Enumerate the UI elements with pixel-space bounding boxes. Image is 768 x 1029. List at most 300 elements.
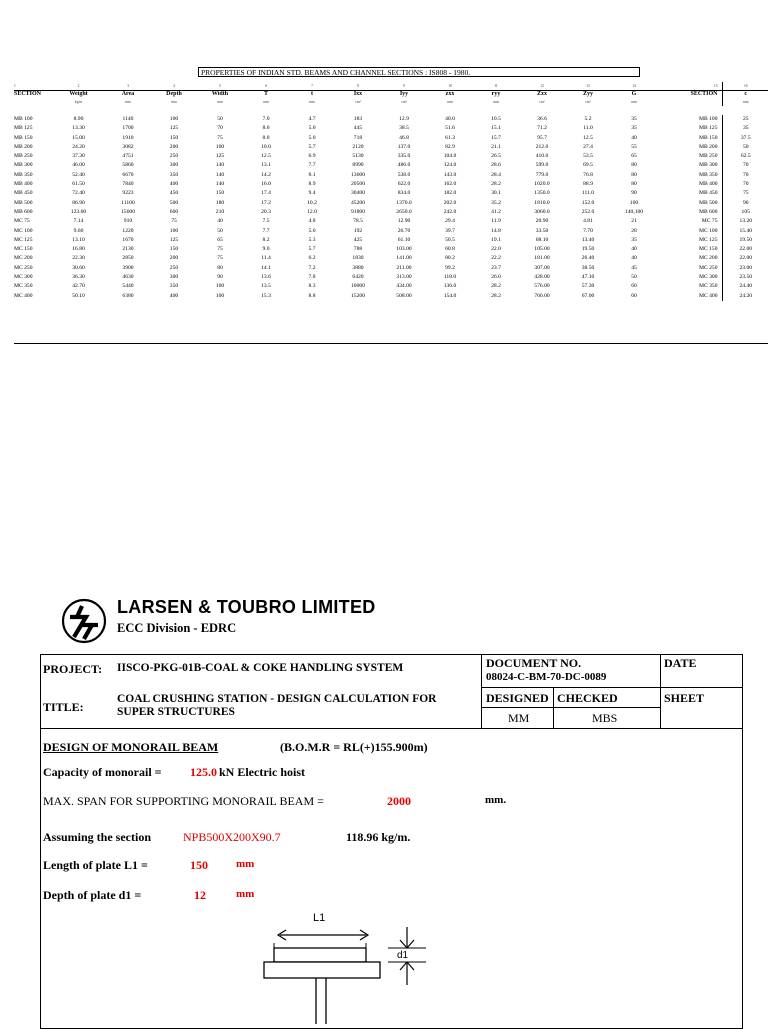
table-cell: 23.50 [722, 273, 768, 282]
table-cell: 78.5 [353, 218, 363, 225]
table-cell: 9.4 [308, 190, 316, 197]
table-cell: 23.7 [491, 264, 501, 271]
division-name: ECC Division - EDRC [117, 621, 237, 635]
table-cell: 9.0 [262, 246, 270, 253]
table-cell: 13.5 [261, 283, 271, 290]
table-cell: 16.80 [72, 246, 85, 253]
table-cell: MC 75 [14, 218, 30, 225]
table-row [14, 254, 768, 263]
section-properties-table [14, 82, 768, 301]
table-cell: 313.00 [396, 274, 412, 281]
table-cell: 779.0 [535, 171, 549, 178]
column-unit-16: mm [722, 98, 768, 106]
table-cell: 46.8 [399, 134, 409, 141]
table-cell: 1910 [122, 134, 134, 141]
column-number-2: 2 [77, 83, 80, 88]
table-cell: 143.0 [443, 171, 457, 178]
table-cell: 40 [631, 246, 637, 253]
table-cell: 7.0 [262, 116, 270, 122]
table-cell: 140,100 [624, 208, 644, 215]
table-cell: 5860 [122, 162, 134, 169]
table-row [14, 217, 768, 226]
table-cell: MB 450 [699, 190, 718, 197]
checked-value: MBS [592, 711, 618, 725]
table-cell: 834.0 [397, 190, 411, 197]
column-number-13: 13 [586, 83, 590, 88]
column-number-9: 9 [403, 83, 405, 88]
table-cell: 410.0 [535, 153, 549, 160]
table-cell: 100 [215, 143, 225, 150]
table-cell: 36.30 [72, 274, 85, 281]
column-header-6: T [263, 90, 268, 97]
table-row [14, 236, 768, 245]
table-cell: 7.70 [583, 227, 593, 234]
table-cell: 35 [722, 124, 768, 133]
table-cell: 7.14 [73, 218, 84, 225]
column-number-6: 6 [265, 83, 267, 88]
column-unit-7: mm [309, 100, 315, 104]
table-cell: MC 125 [699, 236, 718, 243]
column-number-3: 3 [127, 83, 129, 88]
column-number-5: 5 [219, 83, 221, 88]
table-cell: 105 [722, 208, 768, 217]
column-unit-8: cm⁴ [355, 100, 361, 104]
table-cell: MB 600 [14, 208, 33, 215]
table-cell: 718 [353, 134, 363, 141]
table-cell: 760.00 [534, 292, 550, 299]
table-cell: 4751 [122, 153, 134, 160]
table-cell: 576.00 [534, 283, 550, 290]
table-cell: 99.2 [445, 264, 455, 271]
table-cell: MC 350 [699, 283, 718, 290]
table-cell: 118.0 [443, 274, 457, 281]
column-header-4: Depth [166, 90, 182, 97]
table-cell: 13.10 [72, 236, 85, 243]
table-cell: 183 [353, 116, 363, 122]
table-cell: 71.2 [537, 125, 547, 132]
table-row [14, 143, 768, 152]
table-cell: 5.0 [308, 125, 316, 132]
table-cell: 75 [217, 255, 223, 262]
table-cell: 242.0 [443, 208, 457, 215]
table-cell: 123.00 [70, 208, 87, 215]
table-cell: MC 200 [14, 255, 33, 262]
table-cell: 12.5 [583, 134, 593, 141]
table-cell: 8.2 [262, 236, 270, 243]
table-cell: 100 [169, 227, 179, 234]
table-cell: MB 200 [14, 143, 33, 150]
section-label: Assuming the section [43, 830, 152, 844]
table-cell: 69.5 [583, 162, 593, 169]
table-row [14, 227, 768, 236]
section-value: NPB500X200X90.7 [183, 830, 281, 844]
table-cell: 125 [169, 236, 179, 243]
sheet-label: SHEET [664, 691, 705, 705]
table-cell: 2850 [122, 255, 134, 262]
table-cell: 38.50 [581, 264, 595, 271]
table-cell: 181.00 [534, 255, 550, 262]
table-cell: 10000 [351, 283, 365, 290]
table-cell: 212.0 [535, 143, 549, 150]
table-cell: 20500 [351, 181, 365, 188]
table-cell: 80 [631, 162, 637, 169]
table-cell: 6380 [122, 292, 134, 299]
table-cell: 14.8 [491, 227, 501, 234]
table-cell: 70 [722, 161, 768, 170]
table-cell: 46.00 [72, 162, 85, 169]
table-cell: 90 [722, 199, 768, 208]
bomr-note: (B.O.M.R = RL(+)155.900m) [280, 740, 428, 754]
table-cell: 88.9 [583, 181, 593, 188]
table-cell: 2130 [122, 246, 134, 253]
table-cell: 80 [631, 171, 637, 178]
table-row [14, 189, 768, 198]
table-cell: 910 [123, 218, 133, 225]
table-cell: 90 [631, 190, 637, 197]
table-cell: 67.00 [581, 292, 595, 299]
table-cell: MB 350 [14, 171, 33, 178]
table-cell: 11.9 [491, 218, 501, 225]
table-cell: 26.5 [491, 153, 501, 160]
table-cell: MC 250 [699, 264, 718, 271]
table-cell: 75 [217, 134, 223, 141]
table-cell: 80 [631, 181, 637, 188]
table-cell: 14.2 [261, 171, 271, 178]
table-cell: 91800 [351, 208, 365, 215]
table-cell: 35 [631, 125, 637, 132]
table-cell: 28.6 [491, 162, 501, 169]
table-cell: 13600 [351, 171, 365, 178]
table-cell: 24.20 [722, 292, 768, 301]
table-cell: MC 400 [14, 292, 33, 299]
column-unit-14: mm [631, 100, 637, 104]
table-cell: 11.4 [261, 255, 271, 262]
table-cell: 15.00 [72, 134, 85, 141]
column-number-1: 1 [14, 83, 16, 88]
table-cell: 75 [722, 189, 768, 198]
table-row [14, 273, 768, 282]
table-cell: 428.00 [534, 274, 550, 281]
table-cell: MC 350 [14, 283, 33, 290]
table-cell: 125 [169, 125, 179, 132]
plate-depth-unit: mm [236, 888, 255, 900]
column-unit-1 [14, 98, 52, 106]
column-header-12: Zxx [536, 90, 547, 97]
table-row [14, 180, 768, 189]
table-cell: MC 100 [699, 227, 718, 234]
table-cell: 100 [169, 116, 179, 122]
table-cell: 13.40 [581, 236, 595, 243]
table-cell: 10.0 [261, 143, 271, 150]
table-body [14, 115, 768, 301]
table-cell: 35 [631, 236, 637, 243]
table-row [14, 199, 768, 208]
table-cell: 7.7 [308, 162, 316, 169]
table-row [14, 161, 768, 170]
span-value: 2000 [387, 794, 411, 808]
table-cell: 12.90 [397, 218, 411, 225]
table-cell: MB 300 [699, 162, 718, 169]
column-unit-3: mm [125, 100, 131, 104]
table-cell: 20.3 [261, 208, 271, 215]
table-cell: 61.10 [397, 236, 411, 243]
table-cell: MB 450 [14, 190, 33, 197]
table-cell: 15.3 [261, 292, 271, 299]
table-cell: 1140 [122, 116, 134, 122]
table-cell: 445 [353, 125, 363, 132]
table-cell: 1700 [122, 125, 134, 132]
table-cell: 192 [353, 227, 363, 234]
column-header-7: t [311, 90, 313, 97]
table-cell: 140 [215, 181, 225, 188]
table-cell: 3880 [352, 264, 364, 271]
table-cell: 599.0 [535, 162, 549, 169]
column-header-10: zxx [445, 90, 455, 97]
table-cell: 7.5 [262, 218, 270, 225]
table-cell: 50 [217, 227, 223, 234]
table-cell: 72.40 [72, 190, 85, 197]
column-unit-2: kg/m [74, 100, 83, 104]
table-cell: 486.0 [397, 162, 411, 169]
table-cell: 37.30 [72, 153, 85, 160]
column-unit-6: mm [263, 100, 269, 104]
column-number-4: 4 [173, 83, 175, 88]
table-cell: 150 [169, 246, 179, 253]
table-cell: 4630 [122, 274, 134, 281]
table-bottom-rule [14, 343, 768, 344]
capacity-unit: kN Electric hoist [219, 765, 305, 779]
table-cell: 7.8 [308, 274, 316, 281]
table-cell: 500 [169, 199, 179, 206]
table-cell: 40 [631, 134, 637, 141]
capacity-value: 125.0 [190, 765, 217, 779]
table-cell: 28.4 [491, 171, 501, 178]
table-cell: 52.40 [72, 171, 85, 178]
table-cell: 180 [215, 199, 225, 206]
table-cell: 51.6 [445, 125, 455, 132]
table-cell: 5.2 [584, 116, 592, 122]
table-cell: MC 125 [14, 236, 33, 243]
table-cell: 182.0 [443, 190, 457, 197]
column-header-15: SECTION [690, 90, 718, 97]
checked-label: CHECKED [557, 691, 618, 705]
table-cell: 90 [217, 274, 223, 281]
column-number-16: 16 [722, 82, 768, 89]
table-cell: 450 [169, 190, 179, 197]
table-cell: MB 125 [699, 125, 718, 132]
table-cell: 30.1 [491, 190, 501, 197]
table-cell: 60.8 [445, 246, 455, 253]
table-title: PROPERTIES OF INDIAN STD. BEAMS AND CHANNEL SECTIONS : IS808 - 1980. [198, 67, 640, 77]
column-header-8: Ixx [353, 90, 363, 97]
table-cell: 22.0 [491, 246, 501, 253]
table-cell: 154.0 [443, 292, 457, 299]
table-cell: 70 [722, 171, 768, 180]
table-cell: MC 100 [14, 227, 33, 234]
table-cell: 5.0 [308, 227, 316, 234]
plate-length-unit: mm [236, 858, 255, 870]
table-cell: 136.0 [443, 283, 457, 290]
column-number-7: 7 [311, 83, 313, 88]
table-cell: 9223 [122, 190, 134, 197]
table-cell: 40.0 [445, 116, 455, 122]
table-cell: 137.0 [397, 143, 411, 150]
table-cell: 7.7 [262, 227, 270, 234]
table-cell: MC 300 [14, 274, 33, 281]
table-row [14, 124, 768, 133]
table-cell: 1670 [122, 236, 134, 243]
table-cell: 65 [217, 236, 223, 243]
table-cell: 13.6 [261, 274, 271, 281]
table-cell: 60 [631, 283, 637, 290]
table-cell: 16.0 [261, 181, 271, 188]
table-cell: 111.0 [581, 190, 595, 197]
table-cell: 95.7 [537, 134, 547, 141]
table-cell: 8990 [352, 162, 364, 169]
table-cell: 1350.0 [534, 190, 550, 197]
column-number-8: 8 [357, 83, 359, 88]
document-no-value: 08024-C-BM-70-DC-0089 [486, 671, 607, 683]
table-cell: 211.00 [396, 264, 412, 271]
table-cell: 15200 [351, 292, 365, 299]
table-cell: 3900 [122, 264, 134, 271]
table-cell: 15.7 [491, 134, 501, 141]
table-cell: 82.9 [445, 143, 455, 150]
column-header-2: Weight [69, 90, 88, 97]
table-cell: 28.2 [491, 181, 501, 188]
table-cell: 37.5 [722, 134, 768, 143]
table-cell: 50 [631, 274, 637, 281]
table-cell: 17.2 [261, 199, 271, 206]
table-cell: 1370.0 [396, 199, 412, 206]
table-cell: 22.2 [491, 255, 501, 262]
table-cell: 152.0 [581, 199, 595, 206]
table-cell: 104.0 [443, 153, 457, 160]
plate-beam-sketch [250, 905, 430, 1024]
table-cell: 50.5 [445, 236, 455, 243]
table-cell: 6670 [122, 171, 134, 178]
table-cell: 50.10 [72, 292, 85, 299]
table-cell: 76.8 [583, 171, 593, 178]
table-cell: 8.9 [308, 181, 316, 188]
table-cell: MC 150 [14, 246, 33, 253]
project-label: PROJECT: [43, 662, 103, 676]
table-cell: 68.10 [535, 236, 549, 243]
table-cell: 50 [722, 143, 768, 152]
table-cell: 400 [169, 292, 179, 299]
span-label: MAX. SPAN FOR SUPPORTING MONORAIL BEAM = [43, 794, 324, 808]
table-cell: 5.7 [308, 246, 316, 253]
l1-dimension-label: L1 [313, 912, 326, 924]
table-cell: 10.2 [307, 199, 317, 206]
table-cell: 36.6 [537, 116, 547, 122]
table-cell: 53.5 [583, 153, 593, 160]
table-cell: 41.2 [491, 208, 501, 215]
table-cell: MB 150 [14, 134, 33, 141]
table-cell: 10.5 [491, 116, 501, 122]
table-row [14, 115, 768, 124]
table-row [14, 152, 768, 161]
plate-depth-value: 12 [194, 888, 206, 902]
table-cell: 55 [631, 143, 637, 150]
table-cell: 8.0 [262, 125, 270, 132]
table-row [14, 282, 768, 291]
table-cell: 17.4 [261, 190, 271, 197]
table-cell: 307.00 [534, 264, 550, 271]
table-cell: 125 [215, 153, 225, 160]
table-cell: 45 [631, 264, 637, 271]
company-name: LARSEN & TOUBRO LIMITED [117, 597, 376, 617]
table-cell: 65 [631, 153, 637, 160]
title-value-line2: SUPER STRUCTURES [117, 706, 235, 718]
table-cell: MC 75 [701, 218, 718, 225]
table-cell: 100 [215, 283, 225, 290]
table-cell: 6420 [352, 274, 364, 281]
table-cell: 400 [169, 181, 179, 188]
column-number-11: 11 [494, 83, 498, 88]
table-cell: 42.70 [72, 283, 85, 290]
table-cell: 7840 [122, 181, 134, 188]
column-unit-12: cm³ [539, 100, 545, 104]
table-cell: MB 600 [699, 208, 718, 215]
plate-length-value: 150 [190, 858, 208, 872]
table-cell: 50 [217, 116, 223, 122]
calc-heading: DESIGN OF MONORAIL BEAM [43, 740, 219, 754]
table-cell: 12.0 [307, 208, 317, 215]
column-number-row [14, 82, 768, 89]
table-cell: 20.90 [535, 218, 549, 225]
table-cell: 8.8 [308, 292, 316, 299]
table-cell: 57.30 [581, 283, 595, 290]
table-cell: MB 150 [699, 134, 718, 141]
section-weight: 118.96 kg/m. [346, 830, 411, 844]
designed-value: MM [508, 711, 530, 725]
table-cell: 141.00 [396, 255, 412, 262]
table-cell: MB 100 [699, 116, 718, 122]
d1-dimension-label: d1 [397, 950, 409, 961]
table-row [14, 134, 768, 143]
table-cell: 200 [169, 143, 179, 150]
column-unit-13: cm³ [585, 100, 591, 104]
table-cell: 28.2 [491, 283, 501, 290]
table-cell: 4.81 [583, 218, 593, 225]
table-cell: 350 [169, 171, 179, 178]
table-cell: 300 [169, 162, 179, 169]
table-cell: MB 100 [14, 116, 33, 122]
column-unit-5: mm [217, 100, 223, 104]
table-cell: MB 400 [14, 181, 33, 188]
table-row [14, 264, 768, 273]
column-number-12: 12 [540, 83, 544, 88]
table-cell: 6.2 [308, 255, 316, 262]
table-cell: 19.1 [491, 236, 501, 243]
table-cell: 24.20 [72, 143, 85, 150]
table-cell: 5.3 [308, 236, 316, 243]
table-cell: 47.10 [581, 274, 595, 281]
column-unit-15 [657, 98, 722, 106]
table-cell: 252.0 [581, 208, 595, 215]
table-cell: 15600 [121, 208, 135, 215]
table-cell: 39.7 [445, 227, 455, 234]
date-label: DATE [664, 656, 697, 670]
table-cell: 21 [631, 218, 637, 225]
column-header-14: G [631, 90, 637, 97]
table-cell: 250 [169, 153, 179, 160]
table-cell: 4.8 [308, 218, 316, 225]
table-cell: 350 [169, 283, 179, 290]
table-cell: 35 [631, 116, 637, 122]
table-cell: 7.2 [308, 264, 316, 271]
